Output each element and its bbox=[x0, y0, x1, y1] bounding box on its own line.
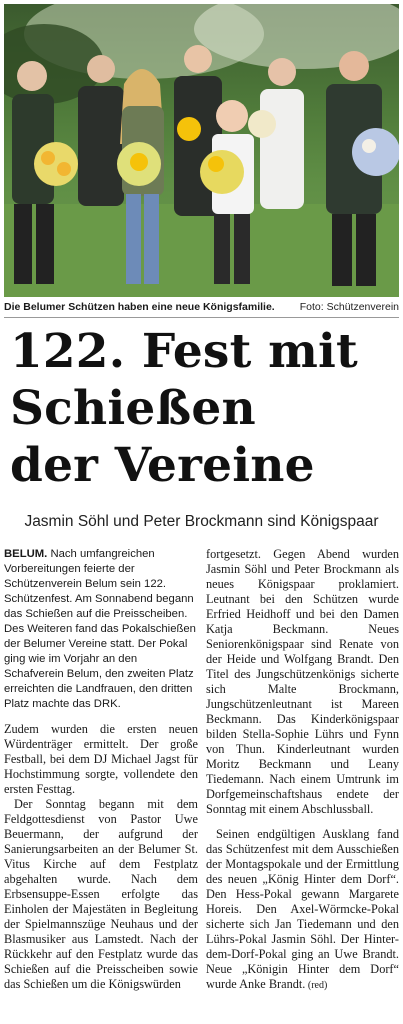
dateline: BELUM. bbox=[4, 548, 48, 560]
caption-divider bbox=[4, 317, 399, 318]
group-photo bbox=[4, 4, 399, 297]
paragraph-right-2 bbox=[206, 827, 399, 993]
paragraph-right-1: fortgesetzt. Gegen Abend wurden Jasmin Söhl und Peter Brockmann als neues Königspaar proklamiert. Leutnant bei den Schützen wurde Erfried Heidhoff und bei den Damen Katja Beckmann. Neues Seniorenkönigspaar sind Renate von der Heide und Wolfgang Brandt. Den Titel des Jungschützenkönigs sicherte sich Malte Brockmann, Jungschützenleutnant ist Mareen Beckmann. Das Kinderkönigspaar bilden Stella-Sophie Lührs und Fynn von Thun. Kinderleutnant wurden Moritz Beckmann und Leany Tiedemann. Nach einem Umtrunk im Dorfgemeinschaftshaus endete der Sonntag mit einem Abschlussball. bbox=[206, 547, 399, 816]
subheadline: Jasmin Söhl und Peter Brockmann sind Königspaar bbox=[24, 513, 379, 530]
article-column-left bbox=[4, 547, 198, 992]
paragraph-left-2: Der Sonntag begann mit dem Feldgottesdienst von Pastor Uwe Beuermann, der aufgrund der Sanierungsarbeiten an der Belumer St. Vitus Kirche auf dem Festplatz abgehalten wurde. Nach dem Erbsensuppe-Essen erfolgte das Einholen der Majestäten in Begleitung der Spielmannszüge Neuhaus und der Blasmusiker aus Lamstedt. Nach der Rückkehr auf den Festplatz wurde das Schießen auf die Preisscheiben sowie das Schießen um die Königswürden bbox=[4, 797, 198, 991]
photo-credit: Foto: Schützenverein bbox=[299, 301, 399, 313]
author-signature: (red) bbox=[305, 980, 328, 991]
photo-caption-row bbox=[4, 299, 399, 315]
article-column-right bbox=[206, 547, 399, 993]
paragraph-right-2-text: Seinen endgültigen Ausklang fand das Schützenfest mit dem Ausschießen der Montagspokale und der Ermittlung des neuen „König Hinter dem Dorf“. Den Hess-Pokal gewann Margarete Horeis. Den Axel-Wörmcke-Pokal sicherte sich Jan Tiedemann und den Lührs-Pokal Jasmin Söhl. Der Hinter-dem-Dorf-Pokal ging an Uwe Brandt. Neue „Königin Hinter dem Dorf“ wurde Anke Brandt. bbox=[206, 827, 399, 991]
lead-text: Nach umfangreichen Vorbereitungen feierte der Schützenverein Belum sein 122. Schützenfest. Am Sonnabend begann das Schießen auf die Preisscheiben. Des Weiteren fand das Pokalschießen der Belumer Vereine statt. Der Pokal ging wie im Vorjahr an den Schafverein Belum, den zweiten Platz erreichten die Landfrauen, den dritten Platz machte das DRK. bbox=[4, 548, 196, 710]
headline: 122. Fest mit Schießen der Vereine bbox=[10, 324, 358, 493]
photo-illustration bbox=[4, 4, 399, 297]
photo-caption: Die Belumer Schützen haben eine neue Königsfamilie. bbox=[4, 301, 275, 313]
paragraph-left-1: Zudem wurden die ersten neuen Würdenträger ermittelt. Der große Festball, bei dem DJ Michael Jagst für Hochstimmung sorgte, vollendete den ersten Festtag. bbox=[4, 722, 198, 796]
lead-paragraph bbox=[4, 547, 198, 712]
